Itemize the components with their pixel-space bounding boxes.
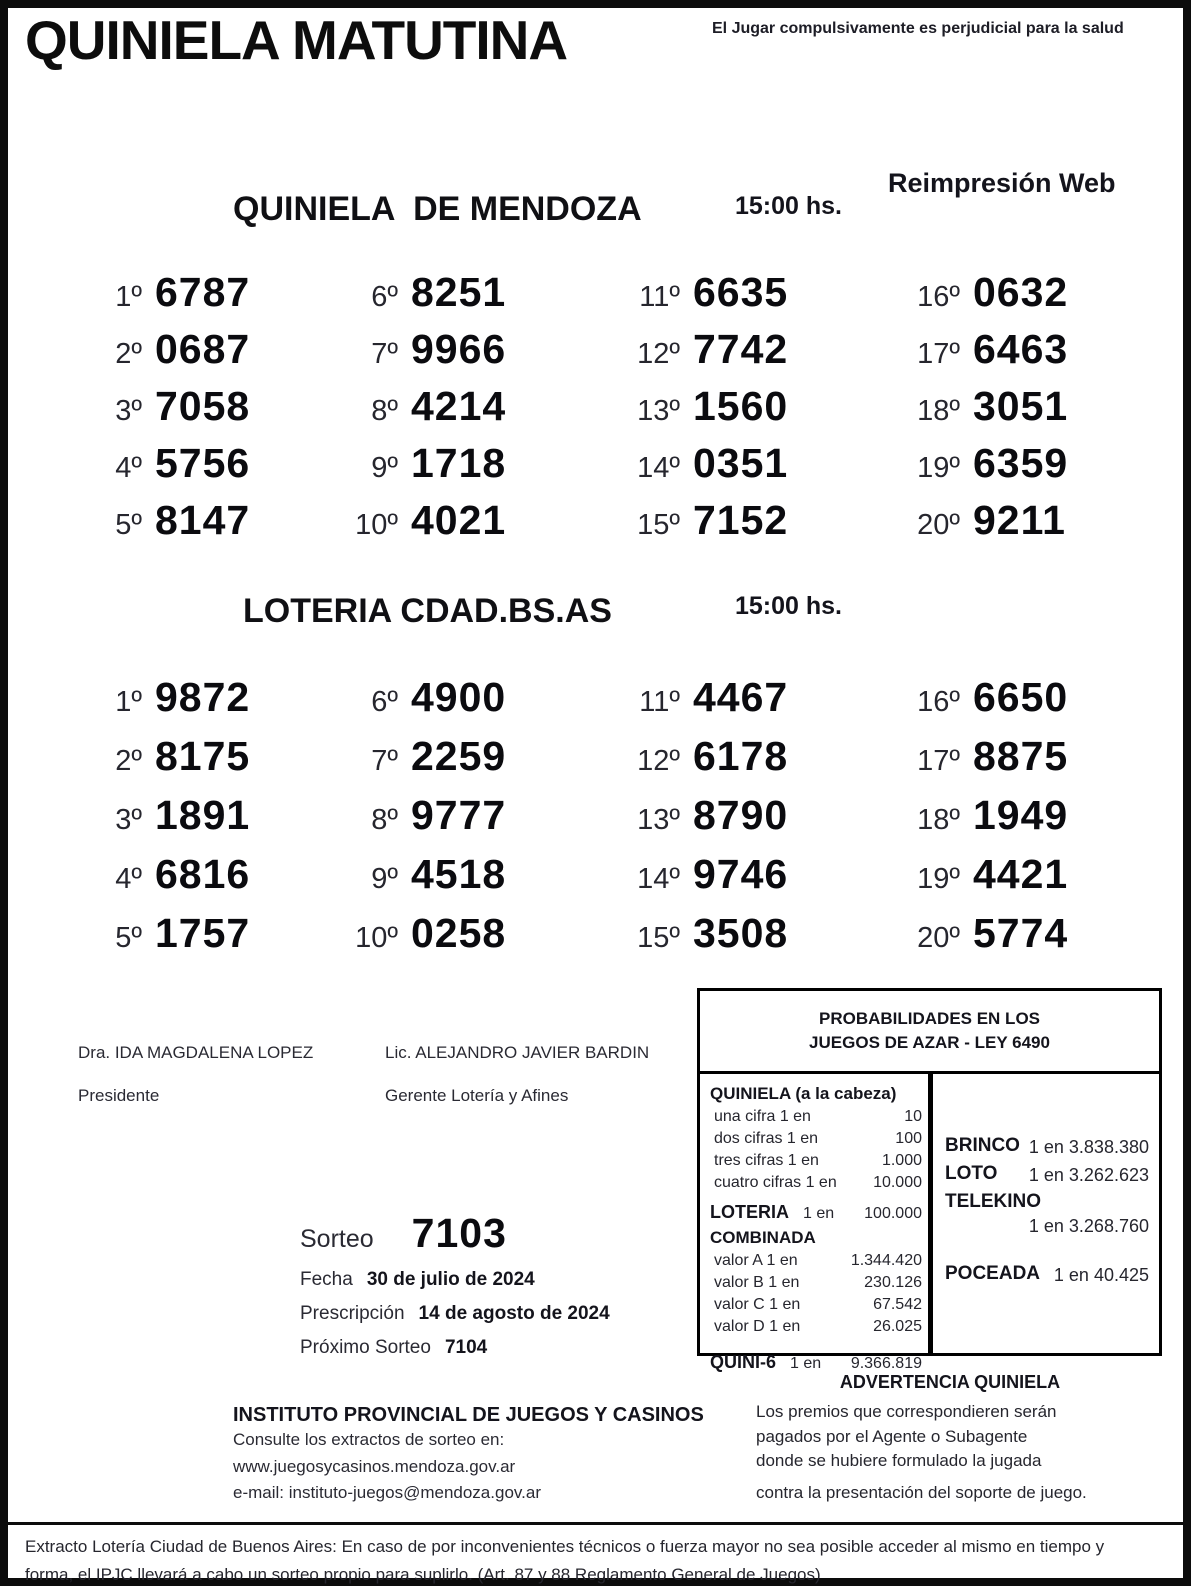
result-cell bbox=[78, 674, 334, 721]
result-cell bbox=[896, 910, 1108, 957]
result-number: 1718 bbox=[411, 440, 507, 486]
odds-label: valor B 1 en bbox=[714, 1274, 800, 1291]
result-cell bbox=[334, 733, 616, 780]
footer-line: Extracto Lotería Ciudad de Buenos Aires: En caso de por inconvenientes técnicos o fuerza mayor no sea posible acceder al mismo en tiempo y bbox=[25, 1537, 1105, 1556]
reprint-web-label: Reimpresión Web bbox=[888, 168, 1116, 198]
draw-number-row bbox=[300, 1210, 610, 1257]
result-position: 20º bbox=[917, 509, 960, 541]
result-position: 5º bbox=[115, 509, 142, 541]
odds-mid: 1 en bbox=[790, 1355, 822, 1372]
probabilities-header-line2: JUEGOS DE AZAR - LEY 6490 bbox=[809, 1033, 1050, 1052]
result-number: 4467 bbox=[693, 674, 789, 720]
result-position: 2º bbox=[115, 338, 142, 370]
result-cell bbox=[896, 440, 1108, 487]
result-cell bbox=[334, 674, 616, 721]
game-odds: 1 en 3.268.760 bbox=[1028, 1216, 1149, 1236]
result-cell bbox=[78, 497, 334, 544]
result-position: 6º bbox=[371, 281, 398, 313]
result-position: 16º bbox=[917, 281, 960, 313]
odds-label: valor C 1 en bbox=[714, 1296, 801, 1313]
institute-block bbox=[233, 1404, 704, 1507]
result-cell bbox=[616, 851, 896, 898]
result-cell bbox=[616, 497, 896, 544]
game-odds: 1 en 3.838.380 bbox=[1028, 1137, 1149, 1157]
result-position: 3º bbox=[115, 804, 142, 836]
result-cell bbox=[616, 326, 896, 373]
result-number: 6816 bbox=[155, 851, 251, 897]
result-number: 8790 bbox=[693, 792, 789, 838]
result-cell bbox=[334, 497, 616, 544]
result-cell bbox=[896, 792, 1108, 839]
result-cell bbox=[78, 792, 334, 839]
mendoza-draw-time: 15:00 hs. bbox=[735, 192, 843, 220]
result-position: 13º bbox=[637, 395, 680, 427]
odds-value: 26.025 bbox=[873, 1318, 922, 1335]
result-number: 1891 bbox=[155, 792, 251, 838]
game-name: BRINCO bbox=[945, 1135, 1020, 1156]
result-cell bbox=[896, 674, 1108, 721]
result-number: 6650 bbox=[973, 674, 1069, 720]
result-cell bbox=[334, 383, 616, 430]
result-position: 17º bbox=[917, 745, 960, 777]
notice-line: Los premios que correspondieren serán bbox=[756, 1402, 1057, 1421]
signature-role: Presidente bbox=[78, 1086, 160, 1105]
signature-manager bbox=[385, 1043, 649, 1106]
game-odds-row bbox=[945, 1262, 1149, 1286]
draw-label: Sorteo bbox=[300, 1225, 374, 1253]
result-cell bbox=[896, 497, 1108, 544]
result-position: 13º bbox=[637, 804, 680, 836]
probabilities-header bbox=[700, 991, 1159, 1074]
result-cell bbox=[334, 269, 616, 316]
odds-label: cuatro cifras 1 en bbox=[714, 1174, 837, 1191]
result-number: 8875 bbox=[973, 733, 1069, 779]
next-draw-value: 7104 bbox=[444, 1337, 488, 1358]
notice-line: donde se hubiere formulado la jugada bbox=[756, 1451, 1042, 1470]
odds-label: valor A 1 en bbox=[714, 1252, 798, 1269]
result-cell bbox=[78, 269, 334, 316]
game-odds: 1 en 40.425 bbox=[1053, 1265, 1149, 1285]
result-position: 5º bbox=[115, 922, 142, 954]
result-number: 0687 bbox=[155, 326, 251, 372]
result-cell bbox=[78, 326, 334, 373]
institute-title: INSTITUTO PROVINCIAL DE JUEGOS Y CASINOS bbox=[233, 1404, 704, 1426]
result-cell bbox=[896, 269, 1108, 316]
result-number: 0632 bbox=[973, 269, 1069, 315]
result-position: 16º bbox=[917, 686, 960, 718]
game-name: TELEKINO bbox=[945, 1191, 1042, 1212]
mendoza-results-grid bbox=[78, 264, 1133, 549]
odds-row bbox=[710, 1316, 922, 1338]
bsas-draw-time: 15:00 hs. bbox=[735, 592, 843, 620]
result-number: 7152 bbox=[693, 497, 789, 543]
result-position: 7º bbox=[371, 745, 398, 777]
result-cell bbox=[896, 851, 1108, 898]
signature-name: Lic. ALEJANDRO JAVIER BARDIN bbox=[385, 1043, 650, 1062]
odds-value: 9.366.819 bbox=[850, 1355, 922, 1372]
result-number: 4900 bbox=[411, 674, 507, 720]
odds-value: 100 bbox=[895, 1130, 922, 1147]
gambling-warning-text: El Jugar compulsivamente es perjudicial para la salud bbox=[712, 20, 1124, 37]
result-position: 15º bbox=[637, 922, 680, 954]
result-cell bbox=[616, 910, 896, 957]
result-position: 4º bbox=[115, 863, 142, 895]
result-number: 1757 bbox=[155, 910, 251, 956]
result-position: 8º bbox=[371, 804, 398, 836]
result-position: 17º bbox=[917, 338, 960, 370]
result-number: 8147 bbox=[155, 497, 251, 543]
odds-label: dos cifras 1 en bbox=[714, 1130, 819, 1147]
next-draw-label: Próximo Sorteo bbox=[300, 1337, 431, 1358]
odds-label: una cifra 1 en bbox=[714, 1108, 811, 1125]
result-number: 9966 bbox=[411, 326, 507, 372]
result-cell bbox=[334, 792, 616, 839]
result-number: 7058 bbox=[155, 383, 251, 429]
odds-label: LOTERIA bbox=[710, 1202, 789, 1222]
result-position: 18º bbox=[917, 395, 960, 427]
result-position: 15º bbox=[637, 509, 680, 541]
result-cell bbox=[78, 440, 334, 487]
probabilities-right-column bbox=[933, 1074, 1159, 1356]
result-cell bbox=[78, 851, 334, 898]
footer-legal-text bbox=[25, 1533, 1165, 1586]
result-position: 4º bbox=[115, 452, 142, 484]
game-odds-row bbox=[945, 1134, 1149, 1158]
signature-president bbox=[78, 1043, 313, 1106]
probabilities-box bbox=[697, 988, 1162, 1372]
result-cell bbox=[896, 733, 1108, 780]
footer-divider bbox=[8, 1522, 1183, 1525]
result-number: 4421 bbox=[973, 851, 1069, 897]
result-number: 4214 bbox=[411, 383, 507, 429]
signature-role: Gerente Lotería y Afines bbox=[385, 1086, 569, 1105]
result-cell bbox=[616, 269, 896, 316]
game-name: LOTO bbox=[945, 1163, 998, 1184]
result-number: 6787 bbox=[155, 269, 251, 315]
result-number: 4021 bbox=[411, 497, 507, 543]
odds-value: 230.126 bbox=[864, 1274, 922, 1291]
result-position: 14º bbox=[637, 863, 680, 895]
odds-value: 67.542 bbox=[873, 1296, 922, 1313]
game-odds-row bbox=[945, 1190, 1149, 1238]
result-number: 9746 bbox=[693, 851, 789, 897]
quiniela-notice-block bbox=[748, 1372, 1152, 1505]
next-draw-row bbox=[300, 1337, 610, 1359]
odds-label: QUINI-6 bbox=[710, 1352, 777, 1372]
odds-row bbox=[710, 1106, 922, 1128]
institute-email: e-mail: instituto-juegos@mendoza.gov.ar bbox=[233, 1483, 541, 1502]
result-number: 6178 bbox=[693, 733, 789, 779]
result-position: 11º bbox=[639, 281, 680, 313]
probabilities-columns bbox=[700, 1074, 1159, 1372]
result-position: 8º bbox=[371, 395, 398, 427]
result-position: 10º bbox=[355, 922, 398, 954]
result-cell bbox=[616, 733, 896, 780]
result-number: 0351 bbox=[693, 440, 789, 486]
result-number: 1560 bbox=[693, 383, 789, 429]
odds-value: 100.000 bbox=[864, 1205, 922, 1222]
result-position: 10º bbox=[355, 509, 398, 541]
result-number: 9872 bbox=[155, 674, 251, 720]
result-number: 5756 bbox=[155, 440, 251, 486]
prescription-row bbox=[300, 1303, 610, 1325]
result-position: 9º bbox=[371, 863, 398, 895]
bsas-results-grid bbox=[78, 668, 1133, 963]
result-number: 6463 bbox=[973, 326, 1069, 372]
draw-date-row bbox=[300, 1269, 610, 1291]
result-number: 0258 bbox=[411, 910, 507, 956]
notice-line: contra la presentación del soporte de juego. bbox=[756, 1482, 1087, 1502]
institute-website: www.juegosycasinos.mendoza.gov.ar bbox=[233, 1456, 516, 1476]
result-number: 8251 bbox=[411, 269, 507, 315]
draw-number: 7103 bbox=[411, 1210, 507, 1256]
prescription-label: Prescripción bbox=[300, 1303, 405, 1324]
result-position: 19º bbox=[917, 863, 960, 895]
result-position: 3º bbox=[115, 395, 142, 427]
result-position: 11º bbox=[639, 686, 680, 718]
result-cell bbox=[78, 910, 334, 957]
odds-row bbox=[710, 1294, 922, 1316]
signature-name: Dra. IDA MAGDALENA LOPEZ bbox=[78, 1043, 314, 1062]
odds-value: 1.000 bbox=[881, 1152, 922, 1169]
notice-title: ADVERTENCIA QUINIELA bbox=[839, 1372, 1061, 1392]
combinada-odds-title: COMBINADA bbox=[710, 1228, 816, 1247]
result-cell bbox=[334, 326, 616, 373]
odds-mid: 1 en bbox=[803, 1205, 835, 1222]
result-position: 7º bbox=[371, 338, 398, 370]
result-cell bbox=[78, 383, 334, 430]
game-odds: 1 en 3.262.623 bbox=[1028, 1165, 1149, 1185]
result-position: 12º bbox=[637, 338, 680, 370]
result-cell bbox=[78, 733, 334, 780]
prescription-value: 14 de agosto de 2024 bbox=[418, 1303, 610, 1324]
loteria-odds-row bbox=[710, 1200, 922, 1226]
footer-line: forma, el IPJC llevará a cabo un sorteo propio para suplirlo. (Art. 87 y 88 Reglamento General de Juegos) bbox=[25, 1565, 821, 1584]
result-position: 6º bbox=[371, 686, 398, 718]
quiniela-odds-title: QUINIELA (a la cabeza) bbox=[710, 1084, 897, 1103]
result-cell bbox=[896, 326, 1108, 373]
odds-value: 10 bbox=[904, 1108, 922, 1125]
result-number: 6359 bbox=[973, 440, 1069, 486]
odds-row bbox=[710, 1128, 922, 1150]
result-number: 1949 bbox=[973, 792, 1069, 838]
page-title: QUINIELA MATUTINA bbox=[25, 9, 568, 71]
result-cell bbox=[616, 792, 896, 839]
result-position: 14º bbox=[637, 452, 680, 484]
bsas-section-title: LOTERIA CDAD.BS.AS bbox=[243, 592, 612, 630]
result-number: 9777 bbox=[411, 792, 507, 838]
result-number: 9211 bbox=[973, 497, 1066, 543]
result-number: 8175 bbox=[155, 733, 251, 779]
result-number: 6635 bbox=[693, 269, 789, 315]
result-number: 5774 bbox=[973, 910, 1069, 956]
notice-line: pagados por el Agente o Subagente bbox=[756, 1426, 1028, 1446]
odds-label: tres cifras 1 en bbox=[714, 1152, 819, 1169]
probabilities-left-column bbox=[700, 1074, 933, 1372]
result-position: 2º bbox=[115, 745, 142, 777]
result-cell bbox=[334, 440, 616, 487]
odds-label: valor D 1 en bbox=[714, 1318, 801, 1335]
result-cell bbox=[616, 383, 896, 430]
result-number: 3051 bbox=[973, 383, 1069, 429]
result-cell bbox=[334, 851, 616, 898]
result-position: 18º bbox=[917, 804, 960, 836]
result-cell bbox=[616, 440, 896, 487]
result-position: 1º bbox=[115, 281, 142, 313]
odds-row bbox=[710, 1172, 922, 1194]
odds-value: 1.344.420 bbox=[850, 1252, 922, 1269]
odds-value: 10.000 bbox=[873, 1174, 922, 1191]
institute-line: Consulte los extractos de sorteo en: bbox=[233, 1430, 505, 1449]
result-number: 3508 bbox=[693, 910, 789, 956]
result-cell bbox=[896, 383, 1108, 430]
odds-row bbox=[710, 1272, 922, 1294]
date-value: 30 de julio de 2024 bbox=[366, 1269, 535, 1290]
result-position: 1º bbox=[115, 686, 142, 718]
game-odds-row bbox=[945, 1162, 1149, 1186]
result-number: 2259 bbox=[411, 733, 507, 779]
result-number: 7742 bbox=[693, 326, 789, 372]
odds-row bbox=[710, 1150, 922, 1172]
game-name: POCEADA bbox=[945, 1263, 1041, 1284]
date-label: Fecha bbox=[300, 1269, 353, 1290]
odds-row bbox=[710, 1250, 922, 1272]
result-cell bbox=[334, 910, 616, 957]
result-position: 20º bbox=[917, 922, 960, 954]
result-number: 4518 bbox=[411, 851, 507, 897]
draw-info-block bbox=[300, 1210, 610, 1359]
probabilities-header-line1: PROBABILIDADES EN LOS bbox=[818, 1009, 1041, 1028]
result-position: 12º bbox=[637, 745, 680, 777]
result-position: 9º bbox=[371, 452, 398, 484]
result-position: 19º bbox=[917, 452, 960, 484]
mendoza-section-title: QUINIELA DE MENDOZA bbox=[233, 190, 642, 228]
result-cell bbox=[616, 674, 896, 721]
